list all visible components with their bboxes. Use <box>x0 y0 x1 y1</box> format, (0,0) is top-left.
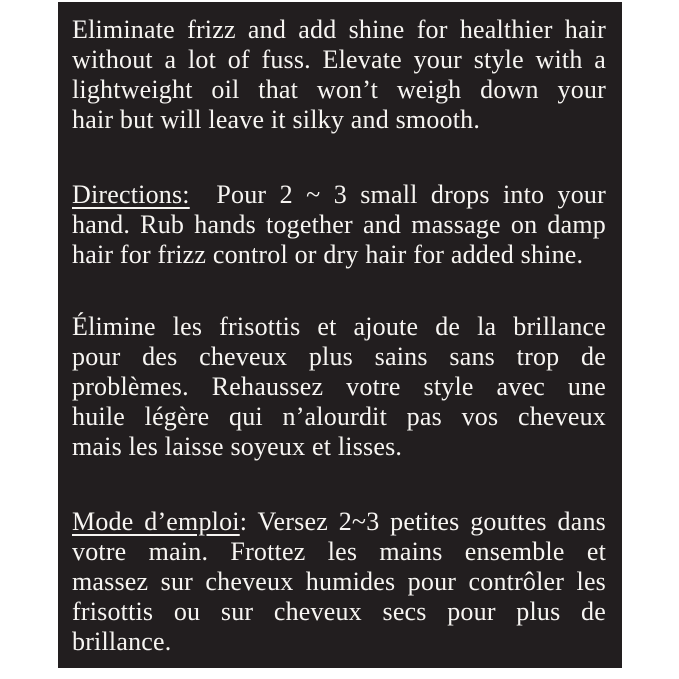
text-line: huile légère qui n’alourdit pas vos cheveux <box>72 402 606 431</box>
text-line: pour des cheveux plus sains sans trop de <box>72 342 606 371</box>
product-label-panel <box>58 2 622 668</box>
text-line: votre main. Frottez les mains ensemble et <box>72 537 606 566</box>
text-line-rest: : Versez 2~3 petites gouttes dans <box>239 507 606 536</box>
text-line: brillance. <box>72 627 172 656</box>
directions-english <box>72 180 606 270</box>
text-line: hair for frizz control or dry hair for added shine. <box>72 240 584 269</box>
french-description <box>72 312 606 462</box>
text-line: lightweight oil that won’t weigh down your <box>72 75 606 104</box>
directions-heading: Directions: <box>72 180 190 209</box>
text-line-rest: Pour 2 ~ 3 small drops into your <box>189 180 606 209</box>
text-line: hand. Rub hands together and massage on damp <box>72 210 606 239</box>
text-line: Élimine les frisottis et ajoute de la brillance <box>72 312 606 341</box>
english-description <box>72 15 606 135</box>
text-line <box>72 507 606 537</box>
text-line: massez sur cheveux humides pour contrôler les <box>72 567 606 596</box>
text-line: hair but will leave it silky and smooth. <box>72 105 481 134</box>
mode-demploi-heading: Mode d’emploi <box>72 507 240 536</box>
directions-french <box>72 507 606 657</box>
text-line: without a lot of fuss. Elevate your style with a <box>72 45 606 74</box>
text-line: problèmes. Rehaussez votre style avec une <box>72 372 606 401</box>
text-line: mais les laisse soyeux et lisses. <box>72 432 403 461</box>
text-line: Eliminate frizz and add shine for healthier hair <box>72 15 606 44</box>
text-line <box>72 180 606 210</box>
text-line: frisottis ou sur cheveux secs pour plus de <box>72 597 606 626</box>
